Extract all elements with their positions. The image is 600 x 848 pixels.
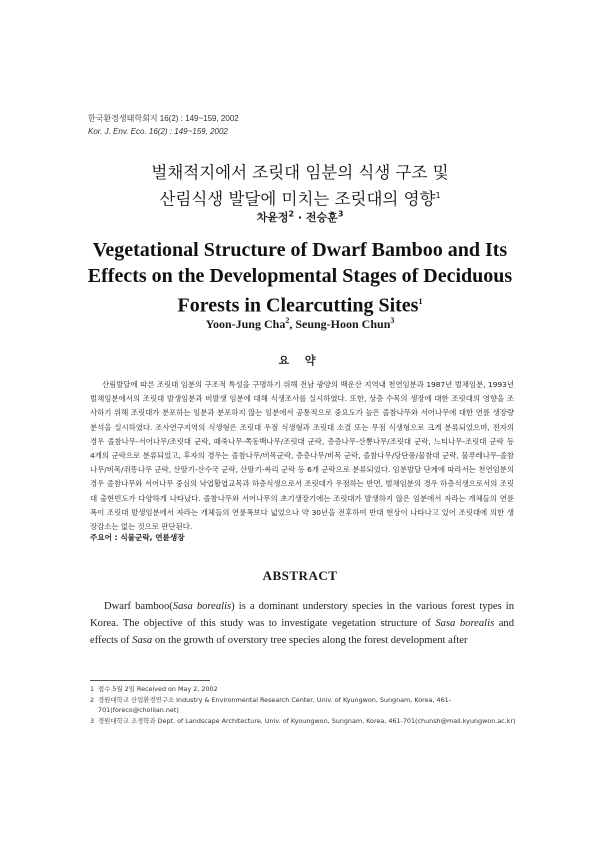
abstract-text-1: Dwarf bamboo( bbox=[104, 601, 173, 612]
english-author-2-mark: 3 bbox=[390, 316, 395, 325]
english-title-line-1: Vegetational Structure of Dwarf Bamboo and Its bbox=[92, 239, 508, 261]
footnote-1-number: 1 bbox=[90, 685, 95, 693]
korean-keywords: 주요어 : 식물군락, 연륜생장 bbox=[90, 533, 185, 542]
english-title-footnote-mark: 1 bbox=[418, 297, 423, 306]
abstract-italic-3: Sasa bbox=[132, 634, 153, 646]
english-author-1: Yoon-Jung Cha bbox=[205, 317, 286, 331]
english-author-1-mark: 2 bbox=[285, 316, 290, 325]
journal-citation-english: Kor. J. Env. Eco. 16(2) : 149~159, 2002 bbox=[88, 127, 228, 136]
abstract-text-4: on the growth of overstory tree species along the forest development after bbox=[152, 634, 468, 646]
journal-citation-korean: 한국환경생태학회지 16(2) : 149~159, 2002 bbox=[88, 114, 239, 123]
journal-citation bbox=[88, 112, 239, 138]
korean-abstract bbox=[90, 378, 514, 534]
footnote-divider bbox=[90, 680, 210, 681]
author-separator: · bbox=[294, 211, 306, 224]
footnote-1-text: 접수 5월 2일 Received on May 2, 2002 bbox=[98, 685, 218, 693]
english-author-2: Seung-Hoon Chun bbox=[295, 317, 391, 331]
abstract-text-2: ) is a dominant understory species in the various forest types in Korea. The objective of this study was to investigate vegetation structure of bbox=[90, 601, 514, 629]
english-abstract-paragraph bbox=[90, 599, 514, 649]
korean-authors bbox=[0, 209, 600, 225]
abstract-italic-2: Sasa borealis bbox=[435, 617, 495, 629]
abstract-text-3: and effects of bbox=[90, 617, 514, 646]
footnotes bbox=[90, 684, 518, 726]
korean-title-text: 산림식생 발달에 미치는 조릿대의 영향 bbox=[159, 189, 436, 209]
footnote-3-number: 3 bbox=[90, 716, 95, 725]
korean-author-2: 전승훈 bbox=[305, 211, 338, 224]
english-abstract-heading: ABSTRACT bbox=[262, 568, 338, 583]
footnote-3-text: 경원대학교 조경학과 Dept. of Landscape Architecture, Univ. of Kyoungwon, Sungnam, Korea, 461-701(chunsh@mail.kyungwon.ac.kr) bbox=[98, 716, 516, 725]
footnote-1 bbox=[90, 684, 518, 695]
footnote-2 bbox=[90, 695, 518, 716]
korean-abstract-heading: 요 약 bbox=[278, 354, 322, 367]
english-title bbox=[0, 237, 600, 319]
english-title-line-2: Effects on the Developmental Stages of Deciduous bbox=[87, 265, 513, 287]
footnote-3 bbox=[90, 716, 518, 727]
english-title-line-3 bbox=[0, 289, 600, 319]
english-author-separator: , bbox=[289, 317, 296, 331]
english-title-line-3-text: Forests in Clearcutting Sites bbox=[177, 294, 419, 317]
korean-title-line-1: 벌채적지에서 조릿대 임분의 식생 구조 및 bbox=[151, 163, 449, 182]
abstract-italic-1: Sasa borealis bbox=[172, 601, 232, 612]
footnote-2-number: 2 bbox=[90, 695, 95, 704]
korean-author-1: 차윤정 bbox=[256, 211, 289, 224]
korean-author-1-mark: 2 bbox=[288, 209, 295, 219]
korean-author-2-mark: 3 bbox=[337, 209, 344, 219]
korean-abstract-paragraph: 산림발달에 따른 조릿대 임분의 구조적 특성을 구명하기 위해 전남 광양의 백운산 지역내 천연임분과 1987년 벌채임분, 1993년 벌채임분에서의 조릿대 발생임분과 비발생 임분에 대해 식생조사를 실시하였다. 또한, 상층 수목의 생장에 대한 조릿대의 영향을 조사하기 위해 조릿대가 분포하는 임분과 분포하지 않는 임분에서 공통적으로 중요도가 높은 졸참나무와 서어나무에 대한 연륜 생장량 분석을 실시하였다. 조사연구지역의 식생형은 조릿대 우점 식생형과 조릿대 소결 또는 무점 식생형으로 크게 분류되었으며, 전자의 경우 졸참나무-서어나무/조릿대 군락, 때죽나무-쪽동백나무/조릿대 군락, 층층나무-산뽕나무/조릿대 군락, 느티나무-조릿대 군락 등 4개의 군락으로 분류되었고, 후자의 경우는 졸참나무/비목군락, 층층나무/비목 군락, 졸참나무/당단풍/물참대 군락, 물푸레나무-졸참나무/비목/쥐똥나무 군락, 산딸기-산수국 군락, 산딸기-싸리 군락 등 6개 군락으로 분류되었다. 임분발달 단계에 따라서는 천연임분의 경우 졸참나무와 서어나무 중심의 낙엽활엽교목과 하층식생으로서 조릿대가 우점하는 반면, 벌채임분의 경우 하층식생으로서의 조릿대 출현빈도가 다양하게 나타났다. 졸참나무와 서어나무의 초기생장기에는 조릿대가 발생하지 않은 임분에서 자라는 개체들의 연륜폭이 조릿대 발생임분에서 자라는 개체들의 연륜폭보다 넓었으나 약 30년을 전후하여 반대 현상이 나타나고 있어 조릿대에 의한 생장감소는 없는 것으로 판단된다. bbox=[90, 380, 514, 532]
english-authors bbox=[0, 316, 600, 332]
english-abstract bbox=[90, 599, 514, 649]
footnote-2-text: 경원대학교 산업환경연구소 Industry & Environmental Research Center, Univ. of Kyungwon, Sungnam, Korea, 461-701(foreco@chollian.net) bbox=[98, 695, 452, 714]
korean-title-footnote-mark: 1 bbox=[435, 191, 441, 200]
